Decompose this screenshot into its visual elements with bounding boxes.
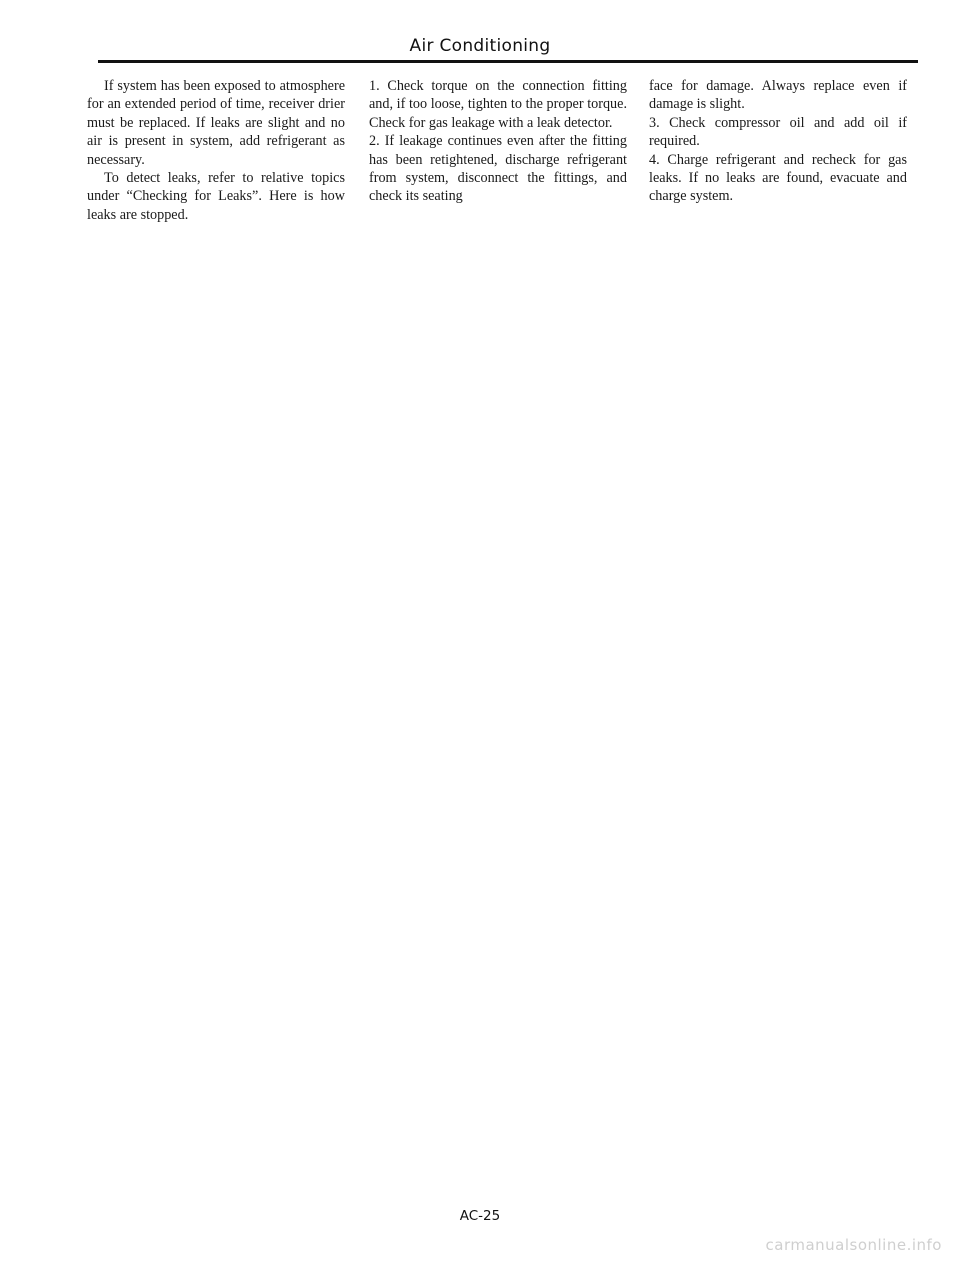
page-title: Air Conditioning [409, 36, 551, 56]
watermark: carmanualsonline.info [765, 1236, 942, 1254]
text-column-2 [369, 77, 627, 206]
header-rule [98, 60, 918, 63]
paragraph-receiver-drier: If system has been exposed to atmosphere for an extended period of time, receiver drier must be replaced. If leaks are slight and no air is present in system, add refrigerant as necessary. [87, 78, 345, 168]
page-number: AC-25 [459, 1208, 501, 1224]
text-column-1 [87, 77, 345, 224]
paragraph-detect-leaks: To detect leaks, refer to relative topics under “Checking for Leaks”. Here is how leaks are stopped. [87, 170, 345, 223]
text-column-3 [649, 77, 907, 206]
step-1: 1. Check torque on the connection fitting and, if too loose, tighten to the proper torque. Check for gas leakage with a leak detector. [369, 78, 627, 131]
step-4: 4. Charge refrigerant and recheck for gas leaks. If no leaks are found, evacuate and charge system. [649, 151, 907, 205]
step-2-continued: face for damage. Always replace even if damage is slight. [649, 78, 907, 113]
step-3: 3. Check compressor oil and add oil if required. [649, 114, 907, 150]
step-2: 2. If leakage continues even after the fitting has been retightened, discharge refrigerant from system, disconnect the fittings, and check its seating [369, 133, 627, 205]
